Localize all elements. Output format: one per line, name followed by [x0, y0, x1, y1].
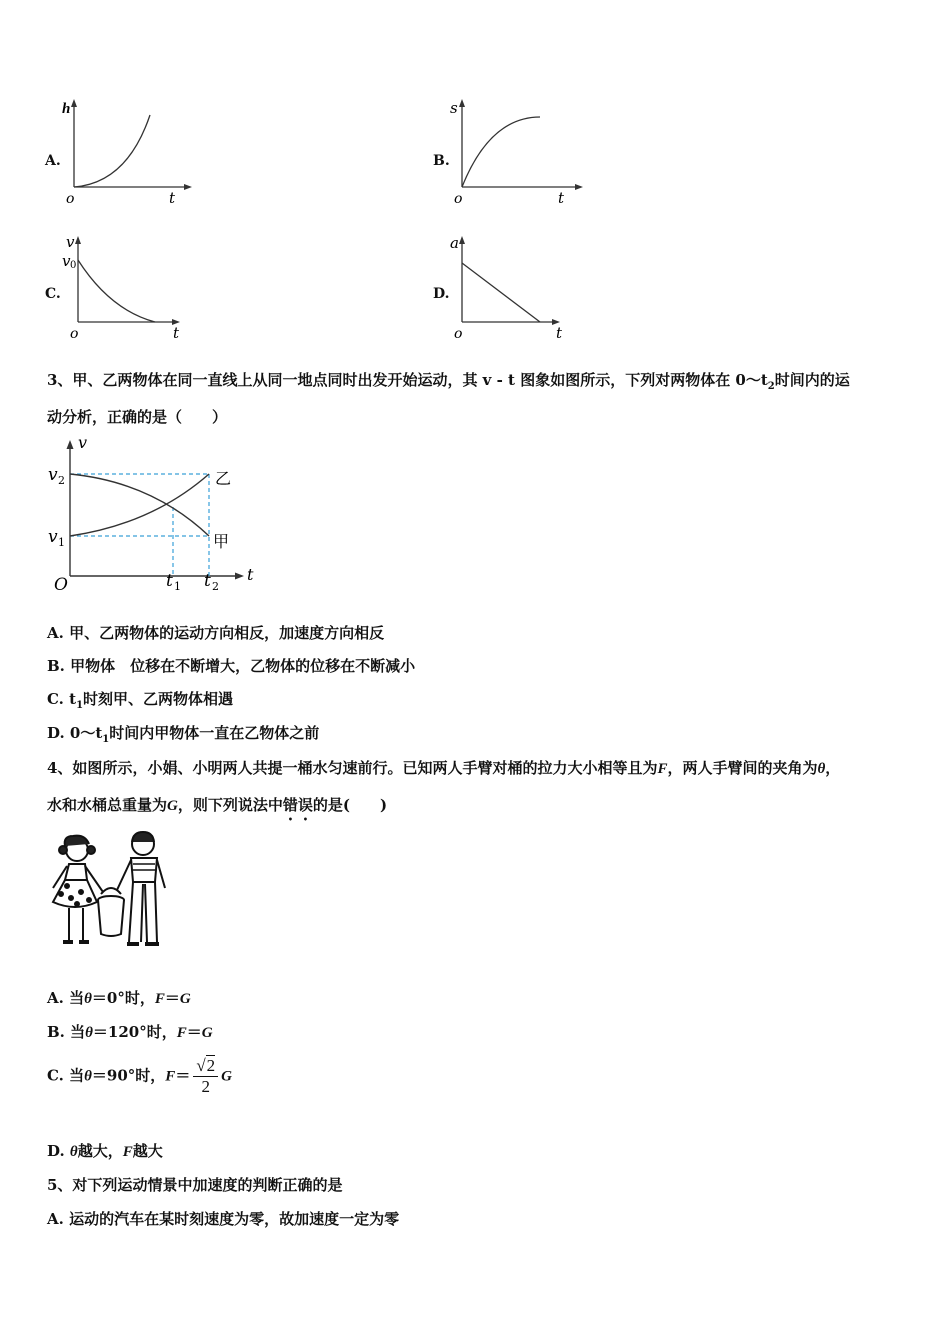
graph-d-origin: o — [454, 326, 463, 342]
graph-c-v0-sub: 0 — [70, 260, 77, 271]
q3-series-yi-label: 乙 — [215, 469, 232, 488]
sqrt2-over-2-fraction: $\frac{√2}{2}$ — [193, 1056, 218, 1097]
q3-v2: v — [48, 465, 58, 485]
q4-option-b[interactable]: B. 当θ＝120°时，F＝G — [47, 1023, 213, 1041]
option-a-label: A. — [45, 153, 61, 169]
q3-v2-sub: 2 — [58, 474, 65, 487]
graph-c-v0: v — [62, 252, 71, 270]
q3-v1: v — [48, 527, 58, 547]
graph-d-ylabel: a — [450, 234, 459, 252]
series-jia-curve — [70, 474, 209, 536]
graph-b-ylabel: s — [450, 99, 458, 117]
graph-d-plot — [450, 230, 595, 345]
q3-text-line2: 动分析，正确的是（ ） — [47, 408, 228, 426]
graph-b-origin: o — [454, 191, 463, 207]
graph-a-xlabel: t — [169, 189, 176, 207]
graph-a-origin: o — [66, 191, 75, 207]
graph-b-plot — [450, 95, 595, 210]
q3-xlabel: t — [247, 565, 254, 584]
graph-b — [430, 95, 590, 210]
q3-t1-sub: 1 — [174, 580, 181, 592]
graph-a — [40, 95, 200, 210]
graph-c-xlabel: t — [173, 324, 180, 342]
q3-text-line1: 3、甲、乙两物体在同一直线上从同一地点同时出发开始运动，其 v - t 图象如图所示，下列对两物体在 $0\sim t_2$时间内的运 — [47, 371, 850, 392]
q4-option-c[interactable]: C. 当θ＝90°时，F＝ $\frac{√2}{2}$ G — [47, 1056, 233, 1096]
q4-text-line1: 4、如图所示，小娟、小明两人共提一桶水匀速前行。已知两人手臂对桶的拉力大小相等且为F，两人手臂间的夹角为θ， — [47, 759, 841, 777]
q3-option-b[interactable]: B. 甲物体 位移在不断增大，乙物体的位移在不断减小 — [47, 657, 416, 675]
graph-c-plot — [60, 230, 205, 345]
graph-c-origin: o — [70, 326, 79, 342]
q3-t1: t — [166, 571, 173, 591]
option-c-label: C. — [45, 286, 61, 302]
graph-a-ylabel: h — [62, 101, 71, 117]
q3-option-d[interactable]: D. $0\sim t_1$时间内甲物体一直在乙物体之前 — [47, 724, 320, 745]
q3-option-a[interactable]: A. 甲、乙两物体的运动方向相反，加速度方向相反 — [47, 624, 385, 642]
q4-text-line2: 水和水桶总重量为G，则下列说法中错误的是( ) — [47, 796, 388, 814]
q3-t2: t — [204, 571, 211, 591]
q3-origin: O — [54, 575, 68, 592]
q3-option-c[interactable]: C. $t_1$时刻甲、乙两物体相遇 — [47, 690, 234, 711]
option-b-label: B. — [433, 153, 450, 169]
q3-series-jia-label: 甲 — [213, 532, 230, 551]
graph-b-xlabel: t — [558, 189, 565, 207]
children-carrying-bucket-illustration — [45, 830, 175, 955]
q4-option-a[interactable]: A. 当θ＝0°时，F＝G — [47, 989, 191, 1007]
q3-ylabel: v — [78, 433, 88, 452]
option-d-label: D. — [433, 286, 450, 302]
graph-d-xlabel: t — [556, 324, 563, 342]
series-yi-curve — [70, 474, 209, 536]
q3-t2-sub: 2 — [212, 580, 219, 592]
graph-c-ylabel: v — [66, 233, 75, 251]
q3-v1-sub: 1 — [58, 536, 65, 549]
graph-a-plot — [62, 95, 202, 210]
q3-vt-graph — [42, 432, 262, 592]
q5-text-line1: 5、对下列运动情景中加速度的判断正确的是 — [47, 1176, 343, 1194]
graph-c — [40, 230, 200, 345]
q5-option-a[interactable]: A. 运动的汽车在某时刻速度为零，故加速度一定为零 — [47, 1210, 400, 1228]
q4-option-d[interactable]: D. θ越大，F越大 — [47, 1142, 163, 1160]
graph-d — [430, 230, 590, 345]
